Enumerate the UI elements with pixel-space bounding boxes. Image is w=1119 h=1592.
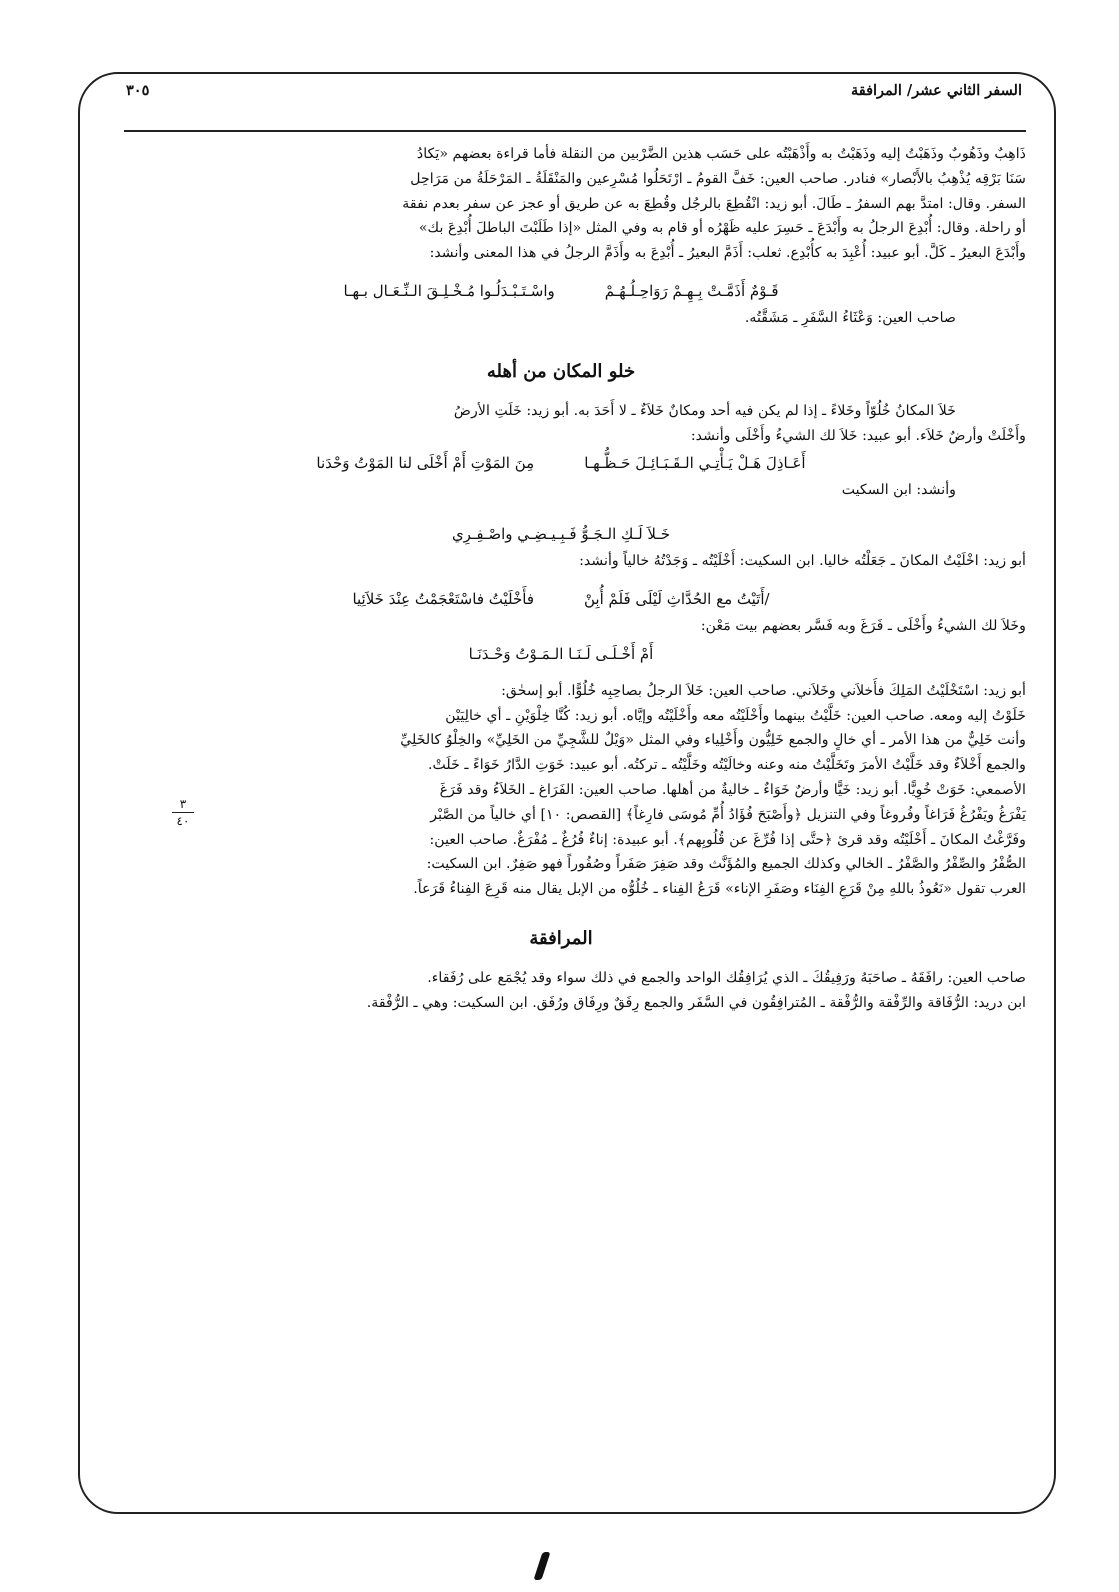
text-line: الأصمعي: خَوَتْ خُوِيًّا. أبو زيد: خَيًّا وأرضٌ خَوَاءٌ ـ خاليةٌ من أهلها. صاحب العين: الفَرَاغ ـ الخَلاَءُ وقد فَرَغَ — [439, 781, 1026, 798]
text-line: ذَاهِبٌ وذَهُوبٌ وذَهَبْتُ إليه وذَهَبْتُ به وأَذْهَبْتُه على حَسَب هذين الضَّرْبين من النقلة فأما قراءة بعضهم «يَكادُ — [416, 146, 1026, 162]
paragraph-companionship — [96, 966, 1026, 1016]
verse — [96, 276, 1026, 306]
section-heading: المرافقة — [529, 927, 593, 949]
verse: خَـلاَ لَـكِ الـجَـوُّ فَـبِـيـضِـي واصْـفِـرِي — [451, 525, 671, 544]
paragraph-travel — [96, 142, 1026, 266]
text-line: وفَرَّغْتُ المكانَ ـ أَخْلَيْتُه وقد قرئ ﴿حتَّى إذا فُرِّغَ عن قُلُوبِهم﴾. أبو عبيدة: إناءٌ فُرُغٌ ـ مُفْرَغٌ. صاحب العين: — [429, 831, 1026, 848]
margin-reference — [172, 797, 194, 828]
paragraph-emptiness — [96, 679, 1026, 902]
text-line: وأَخْلَتْ وأرضٌ خَلاَء. أبو عبيد: خَلاَ لك الشيءُ وأَخْلَى وأنشد: — [690, 427, 1026, 444]
text-line: أبو زيد: اخْلَيْتُ المكانَ ـ جَعَلْتُه خاليا. ابن السكيت: أَخْلَيْتُه ـ وَجَدْتُهُ خالياً وأنشد: — [579, 553, 1026, 570]
section-heading: خلو المكان من أهله — [486, 360, 636, 382]
page-number: ٣٠٥ — [126, 82, 150, 99]
verse: أَمْ أَخْـلَـى لَـنَـا الـمَـوْتُ وَحْـدَنَـا — [468, 644, 654, 663]
text-line: وأنت خَلِيٌّ من هذا الأمر ـ أي خالٍ والجمع خَلِيُّون وأَخْلِياء وفي المثل «وَيْلٌ للشَّجِيِّ من الخَلِيِّ» والخِلْوُ كالخَلِيِّ — [400, 732, 1026, 749]
text-line: يَفْرَغُ ويَفْرُغُ فَرَاغاً وفُروغاً وفي التنزيل ﴿وأَصْبَحَ فُؤَادُ أُمِّ مُوسَى فارِغاً﴾ [القصص: ١٠] أي خالياً من الصَّبْر — [430, 806, 1026, 823]
text-line: والجمع أَخْلاَءٌ وقد خَلَّيْتُ الأمرَ وتَخَلَّيْتُ منه وعنه وخالَيْتُه وخَلَّيْتُه ـ تركتُه. أبو عبيد: خَوَتِ الدَّارُ خَوَاءً ـ خَلَتْ. — [427, 757, 1026, 774]
text-line: وخَلاَ لك الشيءُ وأَخْلَى ـ فَرَغَ وبه فَسَّر بعضهم بيت مَعْن: — [700, 617, 1026, 634]
text-line: صاحب العين: وَعْثَاءُ السَّفَرِ ـ مَشَقَّتُه. — [744, 309, 956, 326]
text-line: خَلَوْتُ إليه ومعه. صاحب العين: خَلَّيْتُ بينهما وأَخْلَيْتُه معه وأَخْلَيْتُه وإيَّاه. أبو زيد: كُنَّا خِلْوَيْنِ ـ أي خالِيَيْن — [445, 707, 1026, 724]
text-line: صاحب العين: رافَقَهُ ـ صاحَبَهُ ورَفِيقُكَ ـ الذي يُرَافِقُك الواحد والجمع في ذلك سواء وقد يُجْمَع على رُفَقاء. — [427, 969, 1026, 986]
text-line: ابن دريد: الرُّفَاقة والرِّفْقة والرُّفْقة ـ المُترافِقُون في السَّفَر والجمع رِفَقٌ ورِفَاق ورُفَق. ابن السكيت: وهي ـ الرُّفْقة. — [366, 994, 1026, 1011]
verse-hemistich: أَعَـاذِلَ هَـلْ يَـأْتِـي الـقَـبَـائِـلَ حَـظُّـهـا — [584, 454, 806, 473]
text-line: خَلاَ المكانُ خُلُوّاً وخَلاءً ـ إذا لم يكن فيه أحد ومكانٌ خَلاَءٌ ـ لا أَحَدَ به. أبو زيد: خَلَتِ الأرضُ — [453, 402, 956, 419]
margin-ref-top: ٣ — [179, 797, 187, 811]
verse-hemistich: قَـوْمٌ أَذَمَّـتْ بِـهِـمْ رَوَاحِـلُـهُـمْ — [604, 281, 779, 300]
header-rule — [124, 130, 1026, 132]
running-title: السفر الثاني عشر/ المرافقة — [850, 82, 1022, 99]
verse-hemistich: مِنَ المَوْتِ أَمْ أَخْلَى لنا المَوْتُ وَحْدَنا — [316, 454, 535, 473]
running-header — [96, 82, 1026, 106]
text-line: وأنشد: ابن السكيت — [841, 482, 956, 499]
text-line: أو راحلة. وقال: أُبْدِعَ الرجلُ به وأَبْدَعَ ـ حَسِرَ عليه ظَهْرُه أو قام به وفي المثل «إذا طَلَبْتَ الباطلَ أُبْدِعَ بك» — [418, 220, 1026, 237]
text-line: السفر. وقال: امتدَّ بهم السفرُ ـ طَالَ. أبو زيد: انْقُطِعَ بالرجُل وقُطِعَ به عن طريق أو عجز عن سفر بعدم نفقة — [402, 195, 1026, 212]
ink-mark — [533, 1552, 550, 1580]
margin-ref-bar — [172, 812, 194, 813]
verse-hemistich: فأَخْلَيْتُ فاسْتَعْجَمْتُ عِنْدَ خَلاَئِيا — [352, 589, 534, 608]
verse-hemistich: /أَتَيْتُ مع الحُدَّاثِ لَيْلَى فَلَمْ أُبِنْ — [584, 589, 770, 608]
verse — [96, 448, 1026, 478]
text-line: الصُّفْرُ والصِّفْرُ والصَّفْرُ ـ الخالي وكذلك الجميع والمُؤَنَّث وقد صَفِرَ صَفَراً وصُفُوراً فهو صَفِرٌ. ابن السكيت: — [426, 856, 1026, 873]
text-line: وأَبْدَعَ البعيرُ ـ كَلَّ. أبو عبيد: أُعْبِدَ به كأُبْدِع. ثعلب: أَذَمَّ البعيرُ ـ أُبْدِعَ به وأَذَمَّ الرجلُ في هذا المعنى وأنشد: — [429, 245, 1026, 262]
text-line: أبو زيد: اسْتَخْلَيْتُ المَلِكَ فأَخلاَني وخَلاَني. صاحب العين: خَلاَ الرجلُ بصاحِبِه خُلُوًّا. أبو إسحٰق: — [501, 682, 1026, 699]
margin-ref-bottom: ٤٠ — [176, 814, 190, 828]
text-line: العرب تقول «نَعُوذُ باللهِ مِنْ قَرَعِ الفِنَاء وصَفَرِ الإناء» قَرَعُ الفِناء ـ خُلُوُّه من الإبل يقال منه قَرِعَ الفِناءُ قَرَعاً. — [413, 881, 1026, 898]
text-line: سَنَا بَرْقِه يُذْهِبُ بالأَبْصار» فنادر. صاحب العين: خَفَّ القومُ ـ ارْتَحَلُوا مُسْرِعين والمَنْقَلَةُ ـ المَرْحَلَةُ من مَرَاحِل — [410, 170, 1026, 187]
verse — [96, 584, 1026, 614]
page-body — [96, 142, 1026, 1016]
verse-hemistich: واسْـتَـبْـدَلُـوا مُـخْـلِـقَ الـنِّـعَـال بـهـا — [343, 281, 555, 300]
